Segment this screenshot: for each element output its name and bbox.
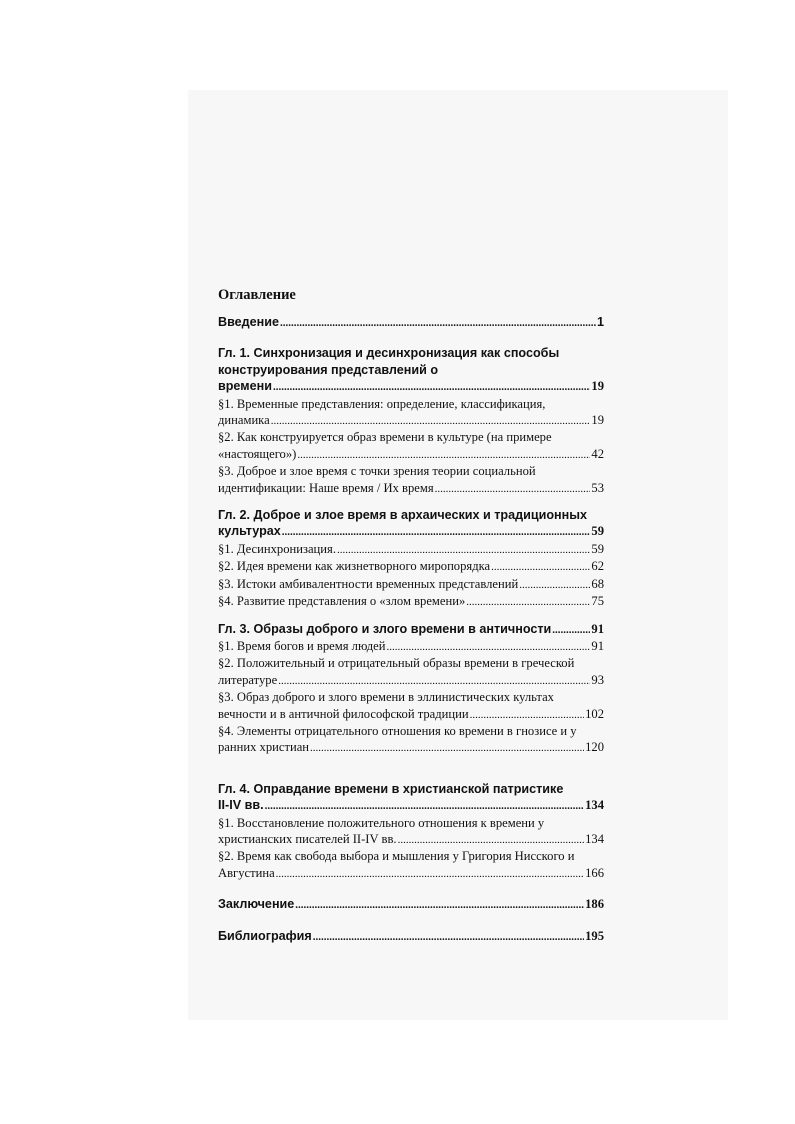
toc-entry-section-2-2 [218, 558, 604, 575]
toc-entry-introduction [218, 314, 604, 331]
toc-entry-section-2-1 [218, 541, 604, 558]
toc-entry-section-1-3 [218, 480, 604, 497]
leader-dots [282, 523, 591, 540]
entry-label: идентификации: Наше время / Их время [218, 480, 434, 495]
toc-entry-chapter-4 [218, 797, 604, 814]
entry-page: 166 [585, 865, 604, 880]
toc-entry-section-3-4 [218, 739, 604, 756]
chapter-2-title-line-1: Гл. 2. Доброе и злое время в архаических и традиционных [218, 508, 588, 523]
entry-page: 93 [591, 672, 604, 687]
leader-dots [265, 797, 585, 814]
entry-label: литературе [218, 672, 278, 687]
entry-label: вечности и в античной философской традиции [218, 706, 469, 721]
entry-page: 91 [591, 638, 604, 653]
entry-label: Введение [218, 315, 280, 329]
section-3-4-line-1: §4. Элементы отрицательного отношения ко времени в гнозисе и у [218, 723, 577, 738]
entry-page: 75 [591, 594, 604, 609]
entry-label: Августина [218, 865, 275, 880]
section-1-1-line-1: §1. Временные представления: определение, классификация, [218, 396, 546, 411]
leader-dots [276, 865, 584, 882]
leader-dots [519, 576, 590, 593]
entry-page: 42 [591, 446, 604, 461]
section-1-3-line-1: §3. Доброе и злое время с точки зрения теории социальной [218, 464, 536, 479]
toc-entry-chapter-1 [218, 378, 604, 395]
entry-label: ранних христиан [218, 740, 310, 755]
toc-entry-section-3-1 [218, 638, 604, 655]
leader-dots [278, 672, 590, 689]
section-1-2-line-1: §2. Как конструируется образ времени в культуре (на примере [218, 430, 552, 445]
entry-label: христианских писателей II-IV вв. [218, 831, 397, 846]
entry-page: 134 [585, 831, 604, 846]
entry-label: культурах [218, 524, 281, 539]
toc-entry-section-1-1 [218, 412, 604, 429]
toc-entry-section-3-3 [218, 706, 604, 723]
chapter-1-title-line-1: Гл. 1. Синхронизация и десинхронизация как способы [218, 346, 560, 361]
section-3-3-line-1: §3. Образ доброго и злого времени в эллинистических культах [218, 690, 554, 705]
leader-dots [295, 896, 584, 913]
toc-entry-section-3-2 [218, 672, 604, 689]
entry-page: 53 [591, 480, 604, 495]
entry-page: 186 [585, 897, 604, 912]
entry-label: «настоящего») [218, 446, 297, 461]
toc-entry-bibliography [218, 928, 604, 945]
section-3-2-line-1: §2. Положительный и отрицательный образы времени в греческой [218, 656, 575, 671]
entry-page: 120 [585, 740, 604, 755]
leader-dots [297, 446, 590, 463]
toc-entry-conclusion [218, 896, 604, 913]
entry-label: §3. Истоки амбивалентности временных представлений [218, 576, 519, 591]
entry-page: 134 [585, 798, 604, 813]
leader-dots [280, 314, 596, 331]
entry-label: §2. Идея времени как жизнетворного миропорядка [218, 559, 491, 574]
toc-entry-chapter-3 [218, 621, 604, 638]
leader-dots [470, 706, 584, 723]
section-4-1-line-1: §1. Восстановление положительного отношения к времени у [218, 815, 545, 830]
toc-entry-section-2-4 [218, 593, 604, 610]
entry-label: §1. Время богов и время людей [218, 638, 386, 653]
leader-dots [273, 378, 590, 395]
leader-dots [466, 593, 590, 610]
entry-page: 68 [591, 576, 604, 591]
leader-dots [491, 558, 590, 575]
entry-label: Гл. 3. Образы доброго и злого времени в античности [218, 621, 552, 636]
entry-label: Заключение [218, 897, 295, 912]
entry-label: II-IV вв. [218, 798, 264, 813]
leader-dots [271, 412, 591, 429]
toc-entry-section-1-2 [218, 446, 604, 463]
entry-page: 195 [585, 928, 604, 943]
leader-dots [386, 638, 590, 655]
entry-page: 91 [591, 621, 604, 636]
entry-label: динамика [218, 413, 270, 428]
toc-entry-section-4-2 [218, 865, 604, 882]
entry-page: 1 [596, 315, 604, 329]
leader-dots [337, 541, 590, 558]
chapter-4-title-line-1: Гл. 4. Оправдание времени в христианской патристике [218, 781, 564, 796]
entry-label: §1. Десинхронизация. [218, 541, 336, 556]
entry-page: 19 [591, 413, 604, 428]
leader-dots [310, 739, 584, 756]
entry-page: 19 [591, 379, 604, 394]
leader-dots [435, 480, 591, 497]
toc-heading: Оглавление [218, 287, 296, 303]
toc-entry-section-4-1 [218, 831, 604, 848]
entry-label: времени [218, 379, 272, 394]
entry-label: §4. Развитие представления о «злом времени» [218, 594, 466, 609]
leader-dots [313, 928, 584, 945]
toc-entry-section-2-3 [218, 576, 604, 593]
leader-dots [398, 831, 585, 848]
entry-page: 59 [591, 524, 604, 539]
leader-dots [552, 621, 590, 638]
table-of-contents [218, 286, 604, 945]
section-4-2-line-1: §2. Время как свобода выбора и мышления у Григория Нисского и [218, 849, 575, 864]
entry-page: 102 [585, 706, 604, 721]
chapter-1-title-line-2: конструирования представлений о [218, 362, 439, 377]
toc-entry-chapter-2 [218, 523, 604, 540]
entry-page: 59 [591, 541, 604, 556]
entry-label: Библиография [218, 928, 312, 943]
entry-page: 62 [591, 559, 604, 574]
